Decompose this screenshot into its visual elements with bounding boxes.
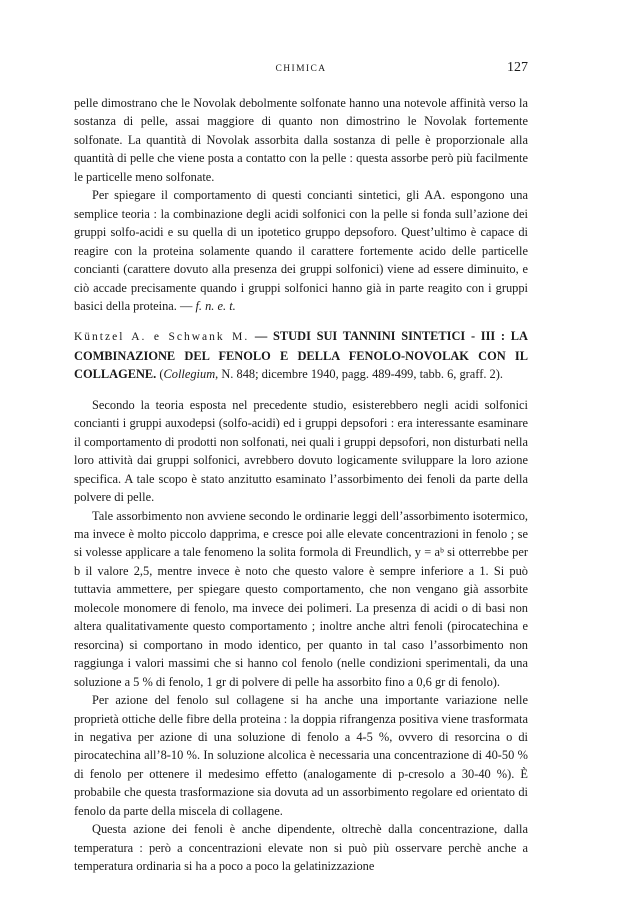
- paragraph-4: Tale assorbimento non avviene secondo le ordinarie leggi dell’assorbimento isotermico, ma invece è molto piccolo dapprima, e cresce poi alle elevate concentrazioni in fenolo ; se si volesse applicare a tale fenomeno la solita formola di Freundlich, y = aᵇ si otterrebbe per b il valore 2,5, mentre invece è noto che questo valore è sempre inferiore a 1. Si può tuttavia ammettere, per spiegare questo comportamento, che non vengano già assorbite molecole monomere di fenolo, ma invece dei polimeri. La presenza di acidi o di basi non altera qualitativamente questo comportamento ; inoltre anche altri fenoli (pirocatechina e resorcina) si comportano in modo identico, per quanto in tal caso l’assorbimento non raggiunga i valori massimi che si hanno col fenolo (nelle condizioni sperimentali, da una soluzione a 5 % di fenolo, 1 gr di polvere di pelle ha assorbito fino a 0,6 gr di fenolo).: [74, 508, 528, 689]
- page-number: 127: [507, 60, 528, 75]
- reference-heading: Küntzel A. e Schwank M. — STUDI SUI TANNINI SINTETICI - III : LA COMBINAZIONE DEL FENOLO E DELLA FENOLO-NOVOLAK CON IL COLLAGENE. (Collegium, N. 848; dicembre 1940, pagg. 489-499, tabb. 6, graff. 2).: [74, 329, 528, 382]
- reference-authors: Küntzel A. e Schwank M.: [74, 331, 250, 344]
- section-title: CHIMICA: [275, 64, 327, 74]
- author-initials: f. n. e. t.: [195, 298, 236, 313]
- paragraph-6: Questa azione dei fenoli è anche dipendente, oltrechè dalla concentrazione, dalla temperatura : però a concentrazioni elevate non si può più osservare perchè anche a temperatura ordinaria si ha a poco a poco la gelatinizzazione: [74, 822, 528, 874]
- reference-title: — STUDI SUI TANNINI SINTETICI - III : LA COMBINAZIONE DEL FENOLO E DELLA FENOLO-NOVOLAK CON IL COLLAGENE.: [74, 329, 528, 382]
- paragraph-1: pelle dimostrano che le Novolak debolmente solfonate hanno una notevole affinità verso la sostanza di pelle, assai maggiore di quanto non dimostrino le Novolak fortemente solfonate. La quantità di Novolak assorbita dalla sostanza di pelle è proporzionale alla quantità di pelle che viene posta a contatto con la pelle : questa assorbe però più facilmente le particelle meno solfonate.: [74, 96, 528, 184]
- paragraph-3: Secondo la teoria esposta nel precedente studio, esisterebbero negli acidi solfonici concianti i gruppi auxodepsi (solfo-acidi) ed i gruppi depsofori : era interessante esaminare il comportamento di prodotti non solfonati, nei quali i gruppi depsofori, non disturbati nella loro attività dai gruppi solfonici, avrebbero dovuto logicamente sviluppare la loro azione specifica. A tale scopo è stato anzitutto esaminato l’assorbimento dei fenoli da parte della polvere di pelle.: [74, 397, 528, 505]
- paragraph-2: [74, 186, 528, 315]
- article-body: [74, 94, 528, 876]
- paragraph-2-text: Per spiegare il comportamento di questi concianti sintetici, gli AA. espongono una semplice teoria : la combinazione degli acidi solfonici con la pelle si fonda sull’azione dei gruppi solfo-acidi e su quella di un ipotetico gruppo depsoforo. Quest’ultimo è capace di reagire con la proteina solamente quando il carattere fortemente acido delle particelle concianti (carattere dovuto alla presenza dei gruppi solfonici) viene ad essere diminuito, e ciò accade precisamente quando i gruppi solfonici hanno già in parte reagito con i gruppi basici della proteina. —: [74, 188, 528, 313]
- paragraph-5: Per azione del fenolo sul collagene si ha anche una importante variazione nelle proprietà ottiche delle fibre della proteina : la doppia rifrangenza positiva viene trasformata in negativa per azione di una soluzione di fenolo a 4-5 %, ovvero di resorcina o di pirocatechina all’8-10 %. In soluzione alcolica è necessaria una concentrazione di 40-50 % di fenolo per ottenere il medesimo effetto (analogamente di p-cresolo a 30-40 %). È probabile che questa trasformazione sia dovuta ad un assorbimento regolare ed orientato di fenolo da parte della miscela di collagene.: [74, 693, 528, 818]
- running-head: [74, 60, 528, 80]
- reference-details: , N. 848; dicembre 1940, pagg. 489-499, tabb. 6, graff. 2).: [215, 367, 503, 382]
- reference-journal: Collegium: [163, 367, 216, 382]
